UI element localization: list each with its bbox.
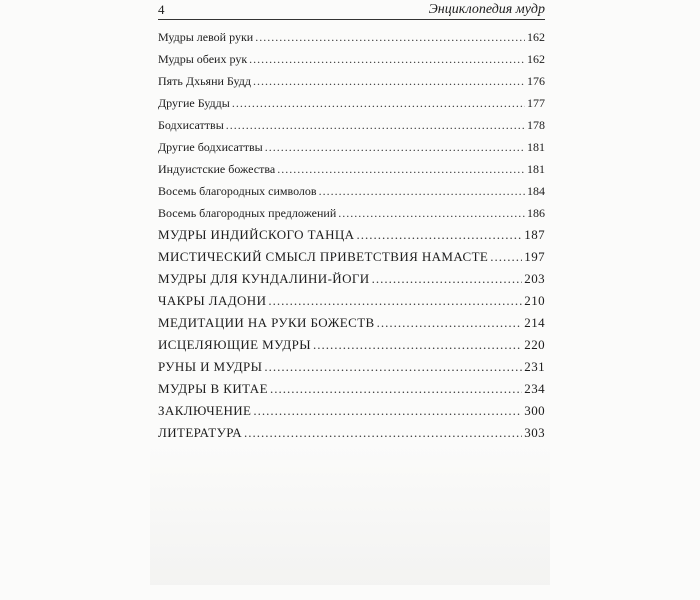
toc-chapter-entry: [158, 334, 545, 356]
header-rule: [158, 19, 545, 20]
toc-entry-page: 162: [527, 30, 545, 44]
toc-entry-page: 181: [527, 140, 545, 154]
toc-entry-title: Мудры обеих рук: [158, 52, 248, 66]
toc-leader-dots: [490, 246, 522, 268]
toc-entry-page: 187: [524, 227, 545, 242]
toc-entry-title: ЛИТЕРАТУРА: [158, 425, 242, 440]
toc-entry-title: ЗАКЛЮЧЕНИЕ: [158, 403, 252, 418]
toc-leader-dots: [338, 202, 525, 224]
running-title: Энциклопедия мудр: [428, 2, 545, 17]
toc-leader-dots: [265, 136, 525, 158]
toc-entry: [158, 70, 545, 92]
toc-chapter-entry: [158, 290, 545, 312]
toc-leader-dots: [232, 92, 525, 114]
toc-entry: [158, 158, 545, 180]
toc-leader-dots: [249, 48, 525, 70]
toc-entry: [158, 136, 545, 158]
toc-chapter-entry: [158, 400, 545, 422]
paper-bleed-through: [150, 445, 550, 585]
toc-entry-title: Пять Дхьяни Будд: [158, 74, 251, 88]
toc-entry: [158, 48, 545, 70]
toc-leader-dots: [244, 422, 522, 444]
toc-leader-dots: [356, 224, 522, 246]
toc-leader-dots: [319, 180, 525, 202]
toc-entry-page: 220: [524, 337, 545, 352]
toc-entry-title: МУДРЫ ИНДИЙСКОГО ТАНЦА: [158, 227, 355, 242]
toc-leader-dots: [255, 26, 525, 48]
toc-entry-title: МУДРЫ В КИТАЕ: [158, 381, 268, 396]
toc-leader-dots: [270, 378, 522, 400]
toc-entry-page: 178: [527, 118, 545, 132]
toc-leader-dots: [264, 356, 522, 378]
toc-chapter-entry: [158, 312, 545, 334]
toc-entry: [158, 26, 545, 48]
toc-leader-dots: [268, 290, 522, 312]
toc-entry-page: 186: [527, 206, 545, 220]
toc-entry-title: Восемь благородных предложений: [158, 206, 337, 220]
toc-entry-title: МИСТИЧЕСКИЙ СМЫСЛ ПРИВЕТСТВИЯ НАМАСТЕ: [158, 249, 489, 264]
toc-entry-page: 210: [524, 293, 545, 308]
toc-chapter-entry: [158, 246, 545, 268]
toc-entry-title: Мудры левой руки: [158, 30, 254, 44]
toc-leader-dots: [372, 268, 523, 290]
toc-leader-dots: [253, 400, 522, 422]
toc-leader-dots: [226, 114, 525, 136]
toc-entry: [158, 92, 545, 114]
toc-chapter-entry: [158, 356, 545, 378]
toc-entry-page: 181: [527, 162, 545, 176]
page-header: [158, 2, 545, 18]
toc-leader-dots: [253, 70, 525, 92]
toc-entry-title: Другие Будды: [158, 96, 230, 110]
toc-entry-title: МЕДИТАЦИИ НА РУКИ БОЖЕСТВ: [158, 315, 375, 330]
toc-entry-page: 176: [527, 74, 545, 88]
toc-leader-dots: [277, 158, 525, 180]
toc-entry-title: РУНЫ И МУДРЫ: [158, 359, 263, 374]
toc-chapter-entry: [158, 268, 545, 290]
toc-entry: [158, 114, 545, 136]
toc-chapter-entry: [158, 378, 545, 400]
toc-entry-page: 300: [524, 403, 545, 418]
toc-entry: [158, 202, 545, 224]
toc-entry-page: 303: [524, 425, 545, 440]
toc-entry-title: Бодхисаттвы: [158, 118, 224, 132]
toc-entry-page: 197: [524, 249, 545, 264]
toc-entry-page: 214: [524, 315, 545, 330]
toc-entry-page: 203: [524, 271, 545, 286]
toc-entry-page: 231: [524, 359, 545, 374]
toc-entry-title: Другие бодхисаттвы: [158, 140, 263, 154]
toc-entry-title: МУДРЫ ДЛЯ КУНДАЛИНИ-ЙОГИ: [158, 271, 370, 286]
page-number: 4: [158, 2, 165, 17]
table-of-contents: [158, 26, 545, 444]
toc-chapter-entry: [158, 224, 545, 246]
toc-leader-dots: [313, 334, 522, 356]
toc-entry-page: 234: [524, 381, 545, 396]
toc-entry-page: 184: [527, 184, 545, 198]
toc-entry-page: 177: [527, 96, 545, 110]
toc-entry-title: Индуистские божества: [158, 162, 276, 176]
toc-entry-title: Восемь благородных символов: [158, 184, 317, 198]
toc-entry-title: ИСЦЕЛЯЮЩИЕ МУДРЫ: [158, 337, 312, 352]
toc-entry-page: 162: [527, 52, 545, 66]
toc-leader-dots: [377, 312, 523, 334]
toc-chapter-entry: [158, 422, 545, 444]
toc-entry: [158, 180, 545, 202]
toc-entry-title: ЧАКРЫ ЛАДОНИ: [158, 293, 267, 308]
